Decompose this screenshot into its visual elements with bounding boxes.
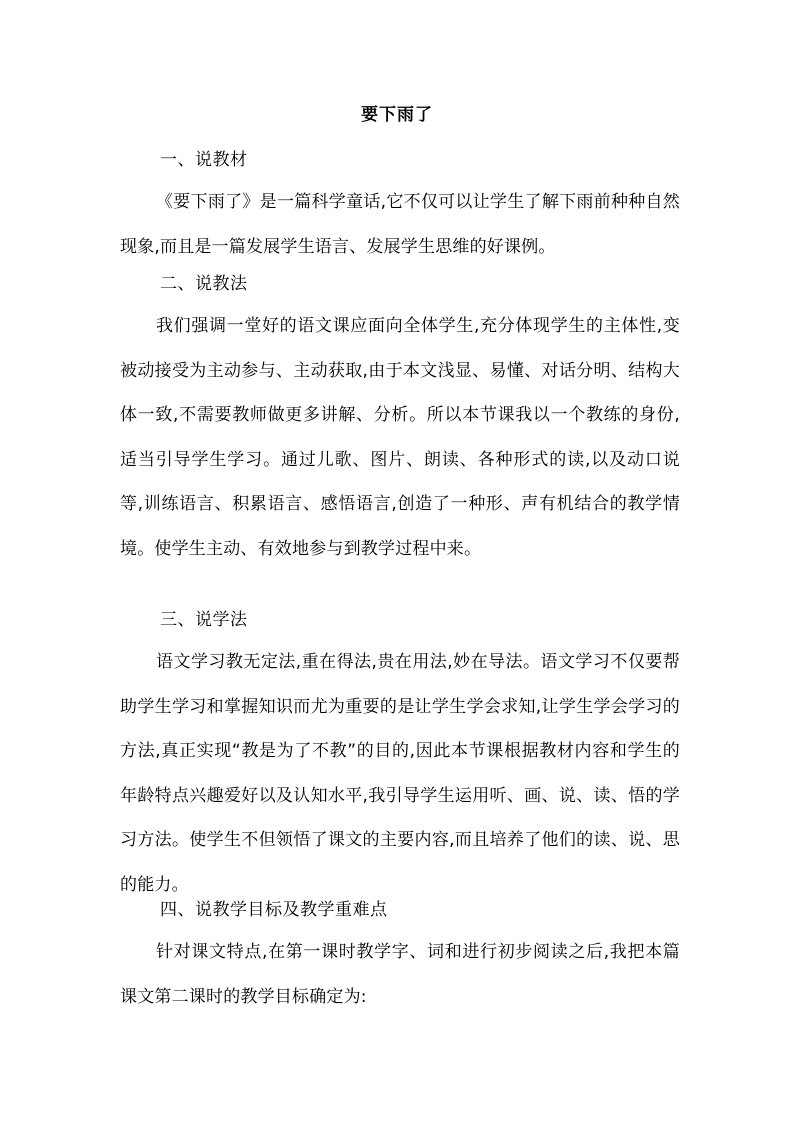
document-title: 要下雨了 [361, 105, 433, 125]
section-paragraph-textbook: 《要下雨了》是一篇科学童话,它不仅可以让学生了解下雨前种种自然现象,而且是一篇发展学生语言、发展学生思维的好课例。 [120, 192, 680, 257]
section-heading-textbook: 一、说教材 [160, 150, 248, 170]
section-heading-teaching-method: 二、说教法 [160, 274, 248, 294]
section-heading-learning-method: 三、说学法 [160, 610, 248, 630]
section-paragraph-learning-method: 语文学习教无定法,重在得法,贵在用法,妙在导法。语文学习不仅要帮助学生学习和掌握知识而尤为重要的是让学生学会求知,让学生学会学习的方法,真正实现“教是为了不教”的目的,因此本节课根据教材内容和学生的年龄特点兴趣爱好以及认知水平,我引导学生运用听、画、说、读、悟的学习方法。使学生不但领悟了课文的主要内容,而且培养了他们的读、说、思的能力。 [120, 652, 680, 895]
section-heading-objectives: 四、说教学目标及教学重难点 [160, 900, 388, 920]
section-paragraph-objectives: 针对课文特点,在第一课时教学字、词和进行初步阅读之后,我把本篇课文第二课时的教学目标确定为: [120, 942, 680, 1007]
section-paragraph-teaching-method: 我们强调一堂好的语文课应面向全体学生,充分体现学生的主体性,变被动接受为主动参与、主动获取,由于本文浅显、易懂、对话分明、结构大体一致,不需要教师做更多讲解、分析。所以本节课我以一个教练的身份,适当引导学生学习。通过儿歌、图片、朗读、各种形式的读,以及动口说等,训练语言、积累语言、感悟语言,创造了一种形、声有机结合的教学情境。使学生主动、有效地参与到教学过程中来。 [120, 316, 680, 559]
